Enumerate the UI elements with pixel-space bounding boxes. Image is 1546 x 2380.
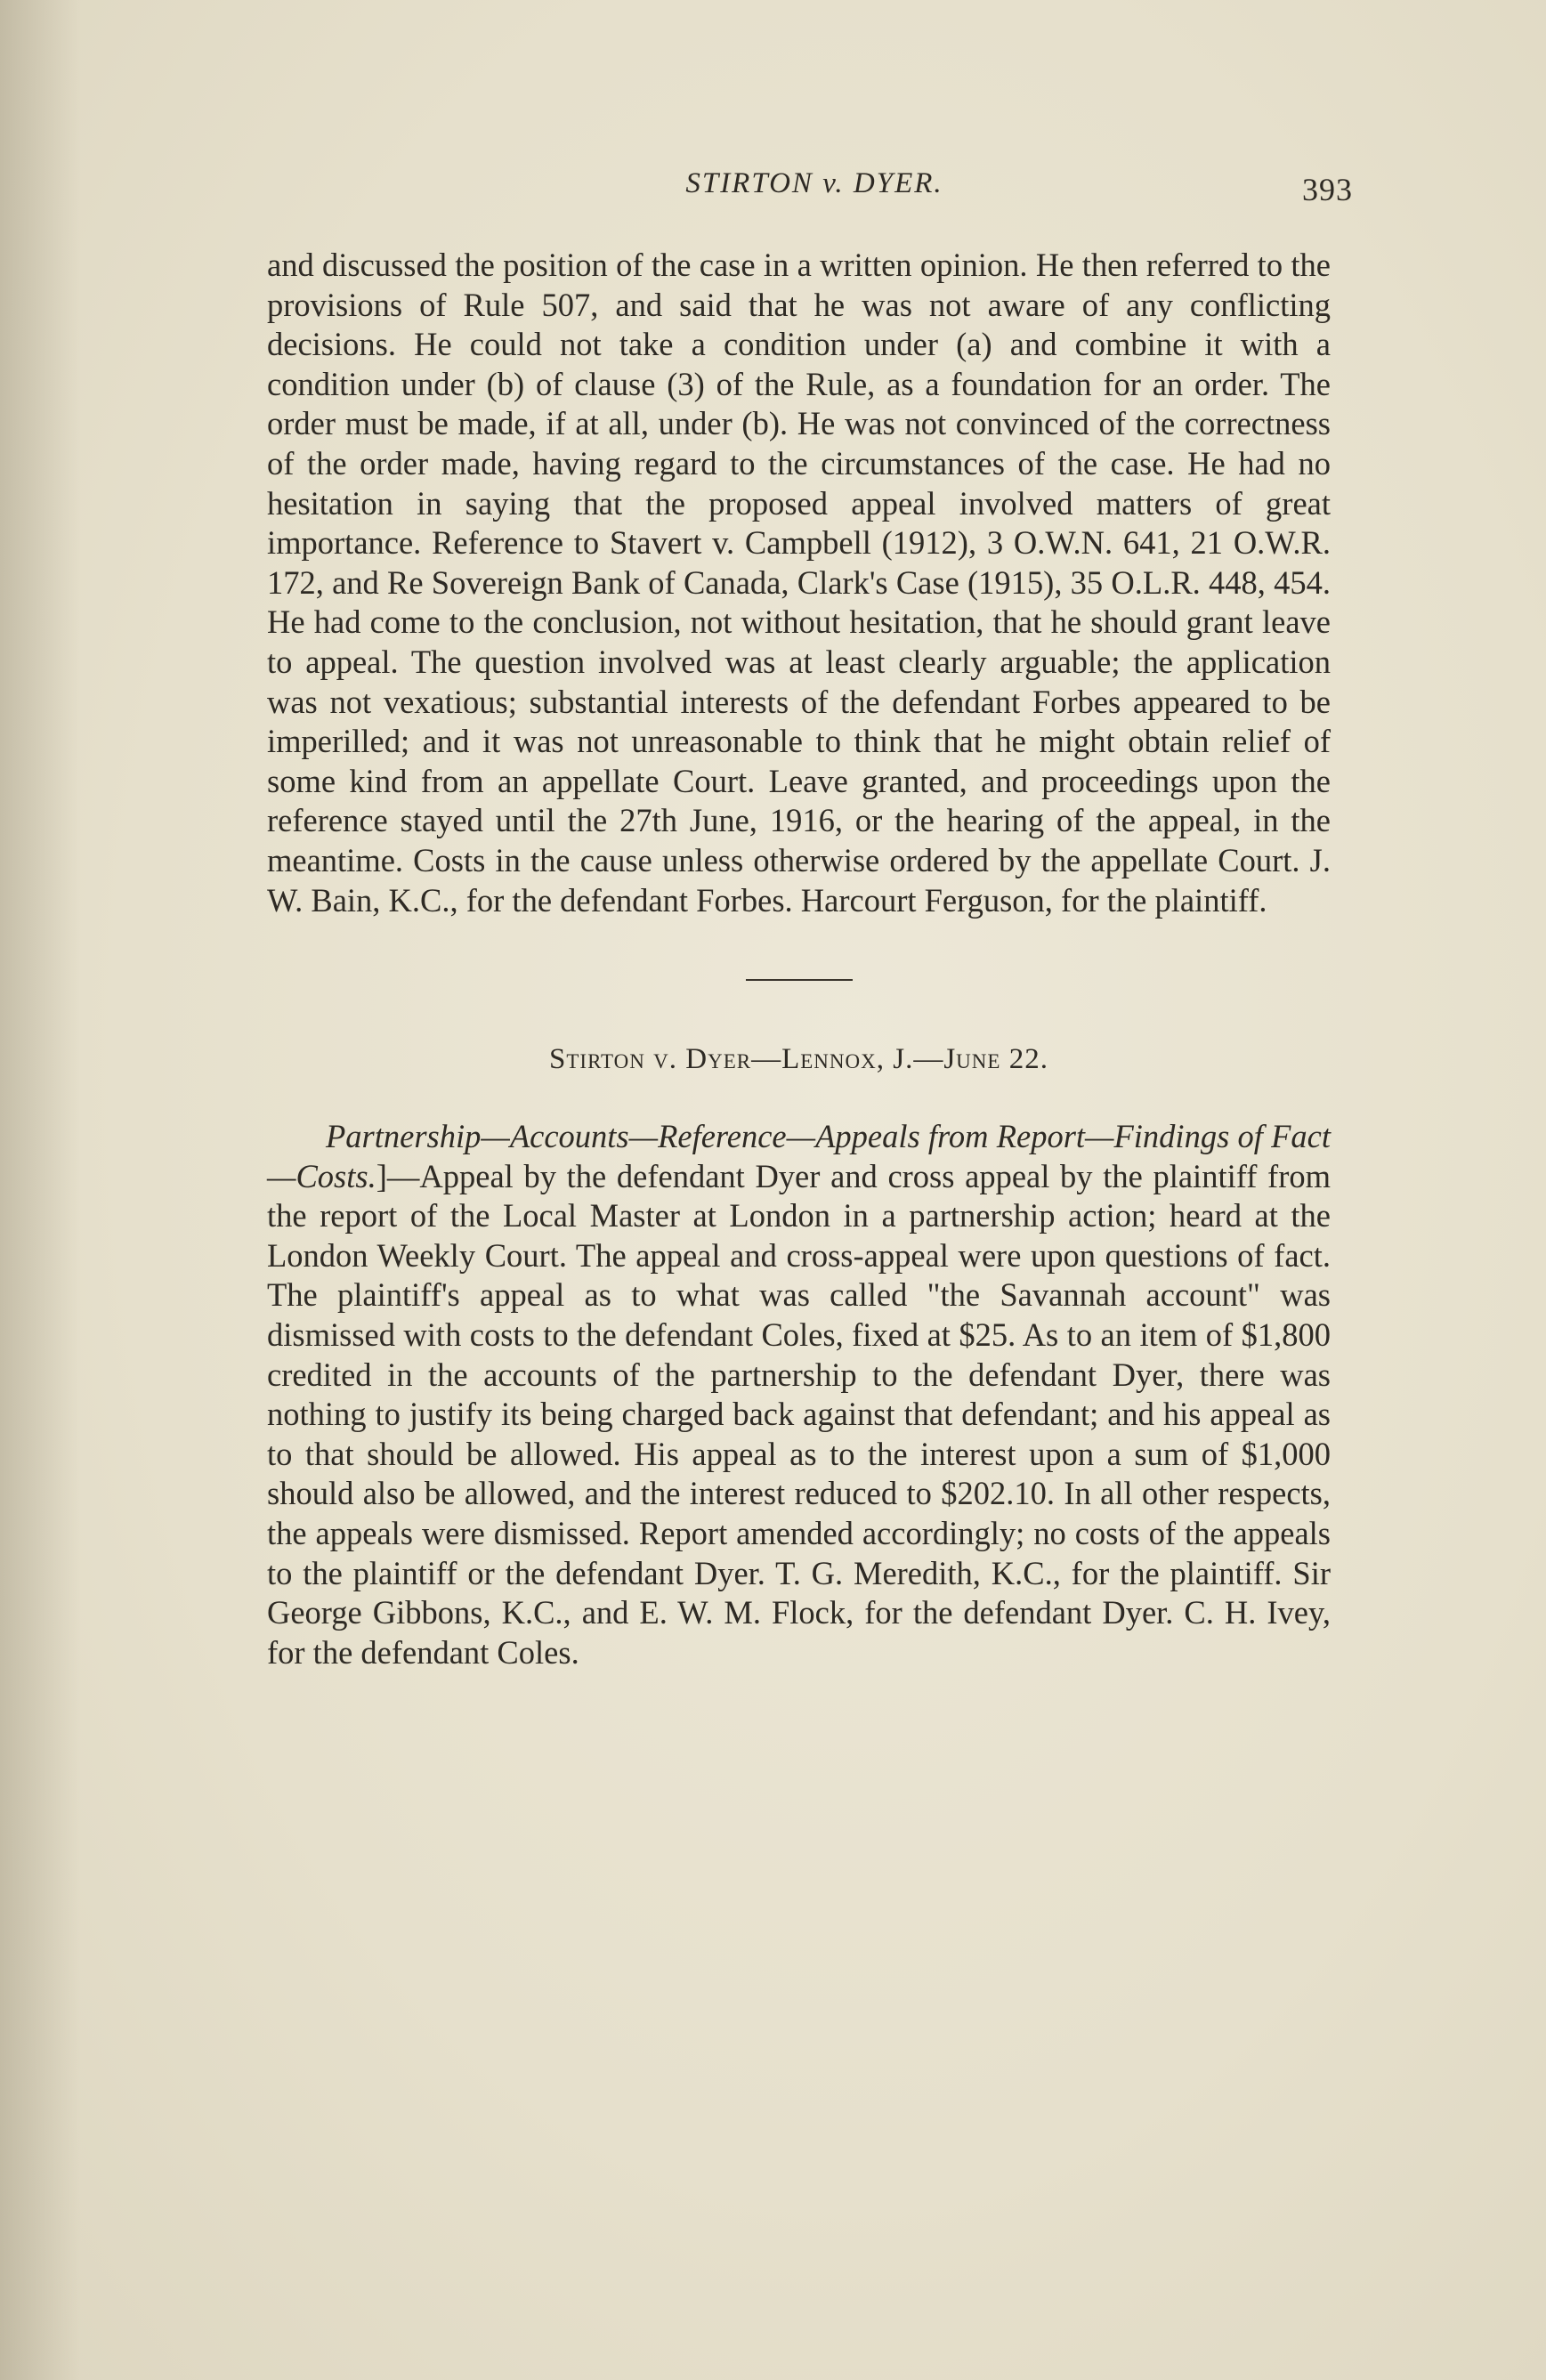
- headnote: [267, 1117, 1331, 1672]
- first-paragraph: and discussed the position of the case in a written opinion. He then referred to the provisions of Rule 507, and said that he was not aware of any conflicting decisions. He could not take a condition under (a) and combine it with a condition under (b) of clause (3) of the Rule, as a foundation for an order. The order must be made, if at all, under (b). He was not convinced of the correctness of the order made, having regard to the circumstances of the case. He had no hesitation in saying that the proposed appeal involved matters of great importance. Reference to Stavert v. Campbell (1912), 3 O.W.N. 641, 21 O.W.R. 172, and Re Sovereign Bank of Canada, Clark's Case (1915), 35 O.L.R. 448, 454. He had come to the conclusion, not without hesitation, that he should grant leave to appeal. The question involved was at least clearly arguable; the application was not vexatious; substantial interests of the defendant Forbes appeared to be imperilled; and it was not unreasonable to think that he might obtain relief of some kind from an appellate Court. Leave granted, and proceedings upon the reference stayed until the 27th June, 1916, or the hearing of the appeal, in the meantime. Costs in the cause unless otherwise ordered by the appellate Court. J. W. Bain, K.C., for the defendant Forbes. Harcourt Ferguson, for the plaintiff.: [267, 247, 1331, 919]
- headnote-text: ]—Appeal by the defendant Dyer and cross appeal by the plaintiff from the report of the Local Master at London in a partnership action; heard at the London Weekly Court. The appeal and cross-appeal were upon questions of fact. The plaintiff's appeal as to what was called "the Savannah account" was dismissed with costs to the defendant Coles, fixed at $25. As to an item of $1,800 credited in the accounts of the partnership to the defendant Dyer, there was nothing to justify its being charged back against that defendant; and his appeal as to that should be allowed. His appeal as to the interest upon a sum of $1,000 should also be allowed, and the interest reduced to $202.10. In all other respects, the appeals were dismissed. Report amended accordingly; no costs of the appeals to the plaintiff or the defendant Dyer. T. G. Meredith, K.C., for the plaintiff. Sir George Gibbons, K.C., and E. W. M. Flock, for the defendant Dyer. C. H. Ivey, for the defendant Coles.: [267, 1157, 1331, 1671]
- section-divider: [746, 979, 853, 981]
- body-text: [267, 246, 1331, 1672]
- case-heading: Stirton v. Dyer—Lennox, J.—June 22.: [549, 1043, 1048, 1076]
- running-head: [276, 167, 1353, 212]
- headnote-catchwords: Partnership—Accounts—Reference—Appeals from Report—Findings of Fact—Costs.: [267, 1118, 1331, 1194]
- running-title: STIRTON v. DYER.: [685, 167, 943, 199]
- page-number: 393: [1302, 172, 1353, 207]
